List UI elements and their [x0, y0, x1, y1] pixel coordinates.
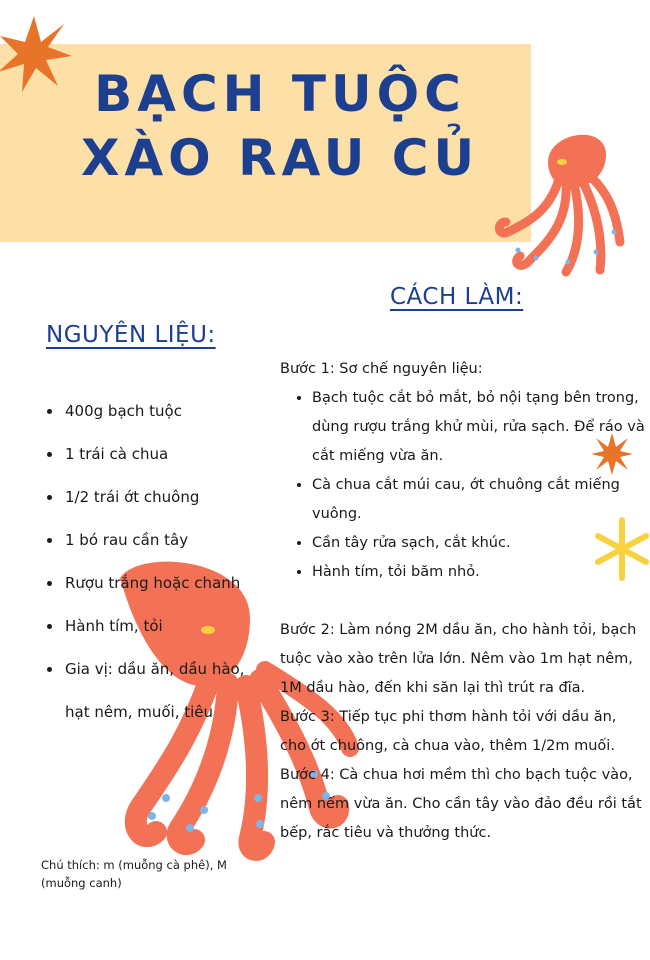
step-1-item: • Hành tím, tỏi băm nhỏ. [312, 558, 645, 587]
step-1-list [280, 384, 645, 587]
title-line-2: XÀO RAU CỦ [80, 129, 480, 187]
ingredient-item: • Rượu trắng hoặc chanh [63, 562, 263, 605]
footnote: Chú thích: m (muỗng cà phê), M (muỗng canh) [41, 858, 227, 890]
ingredient-item: • 400g bạch tuộc [63, 390, 263, 433]
ingredient-item: • Gia vị: dầu ăn, dầu hào, hạt nêm, muối, tiêu [63, 648, 263, 734]
page-title [60, 62, 500, 190]
step-1-item: • Cần tây rửa sạch, cắt khúc. [312, 529, 645, 558]
octopus-small-illustration [488, 122, 628, 282]
step-1-item: • Cà chua cắt múi cau, ớt chuông cắt miếng vuông. [312, 471, 645, 529]
ingredient-item: • Hành tím, tỏi [63, 605, 263, 648]
step-3: Bước 3: Tiếp tục phi thơm hành tỏi với dầu ăn, cho ớt chuông, cà chua vào, thêm 1/2m muối. [280, 709, 617, 754]
step-2: Bước 2: Làm nóng 2M dầu ăn, cho hành tỏi, bạch tuộc vào xào trên lửa lớn. Nêm vào 1m hạt nêm, 1M dầu hào, đến khi săn lại thì trút ra đĩa. [280, 622, 637, 696]
ingredient-item: • 1 trái cà chua [63, 433, 263, 476]
title-line-1: BẠCH TUỘC [94, 65, 466, 123]
ingredient-item: • 1 bó rau cần tây [63, 519, 263, 562]
step-1-item: • Bạch tuộc cắt bỏ mắt, bỏ nội tạng bên trong, dùng rượu trắng khử mùi, rửa sạch. Để ráo và cắt miếng vừa ăn. [312, 384, 645, 471]
ingredients-heading: NGUYÊN LIỆU: [46, 322, 216, 348]
step-4: Bước 4: Cà chua hơi mềm thì cho bạch tuộc vào, nêm nếm vừa ăn. Cho cần tây vào đảo đều rồi tắt bếp, rắc tiêu và thưởng thức. [280, 767, 642, 841]
step-1-title: Bước 1: Sơ chế nguyên liệu: [280, 361, 483, 377]
method-steps [280, 355, 645, 848]
method-heading: CÁCH LÀM: [390, 284, 524, 310]
ingredient-item: • 1/2 trái ớt chuông [63, 476, 263, 519]
ingredient-list [41, 390, 263, 734]
